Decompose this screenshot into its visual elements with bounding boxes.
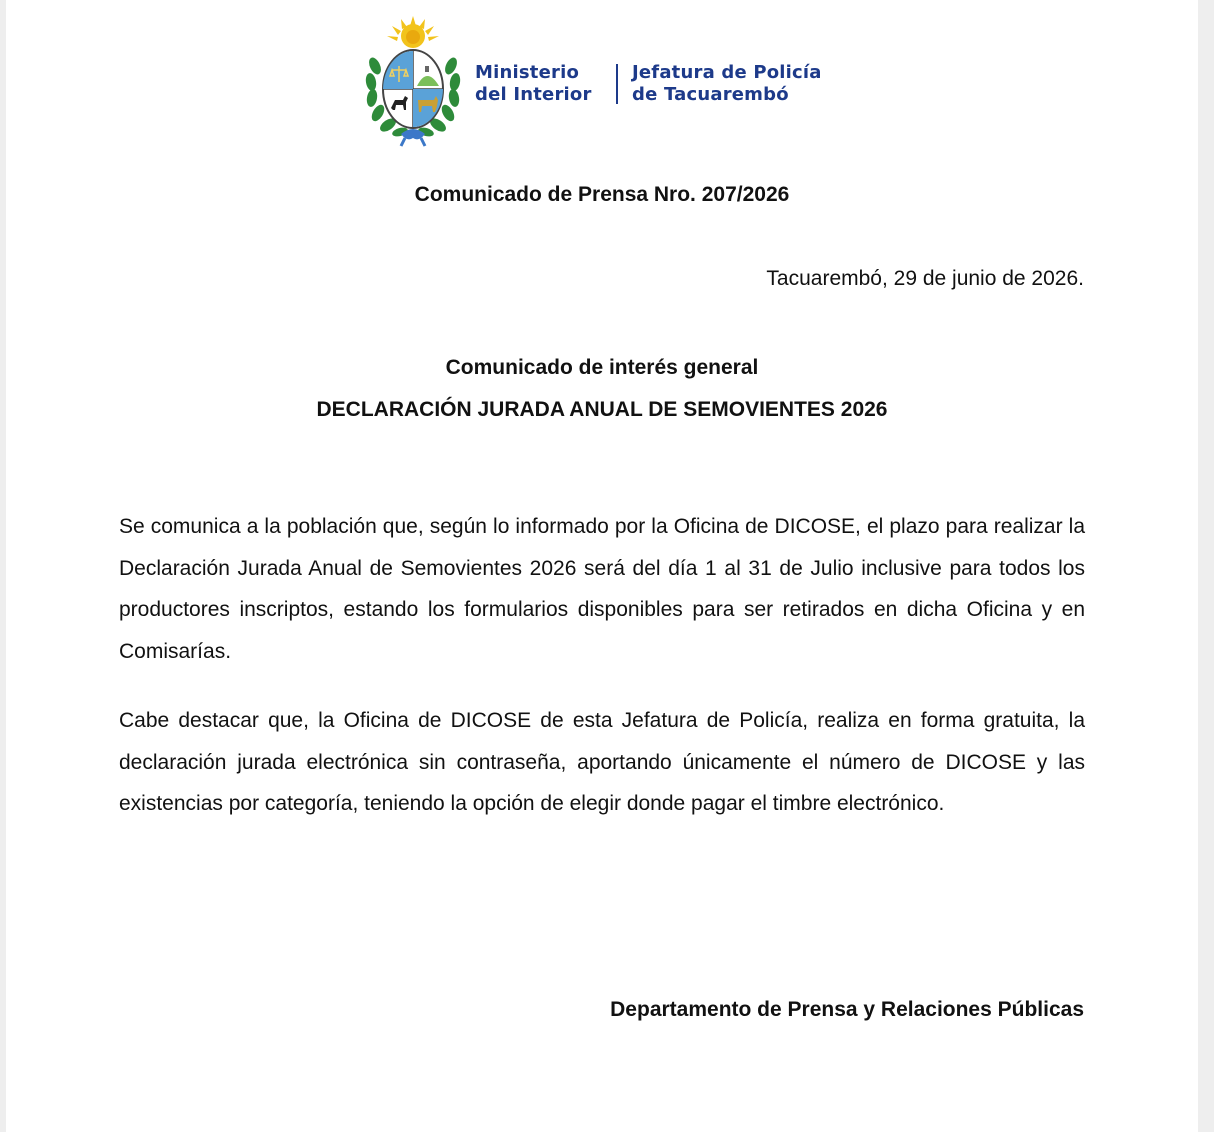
press-release-number: Comunicado de Prensa Nro. 207/2026 — [414, 183, 790, 206]
jefatura-line-1: Jefatura de Policía — [632, 62, 822, 83]
brand-divider — [616, 64, 618, 104]
heading-line-1: Comunicado de interés general — [445, 356, 759, 379]
heading-line-2: DECLARACIÓN JURADA ANUAL DE SEMOVIENTES 2026 — [316, 398, 888, 421]
signature: Departamento de Prensa y Relaciones Públicas — [610, 998, 1084, 1021]
letterhead — [361, 16, 861, 150]
jefatura-line-2: de Tacuarembó — [632, 84, 789, 105]
uruguay-coat-of-arms-icon — [361, 16, 465, 148]
body-paragraph-1: Se comunica a la población que, según lo informado por la Oficina de DICOSE, el plazo para realizar la Declaración Jurada Anual de Semovientes 2026 será del día 1 al 31 de Julio inclusive para todos los productores inscriptos, estando los formularios disponibles para ser retirados en dicha Oficina y en Comisarías. — [119, 515, 1085, 663]
jefatura-name — [632, 62, 852, 106]
document-page — [6, 0, 1198, 1132]
ministry-line-1: Ministerio — [475, 62, 580, 83]
document-date: Tacuarembó, 29 de junio de 2026. — [766, 267, 1084, 290]
ministry-line-2: del Interior — [475, 84, 592, 105]
body-paragraph-2: Cabe destacar que, la Oficina de DICOSE de esta Jefatura de Policía, realiza en forma gratuita, la declaración jurada electrónica sin contraseña, aportando únicamente el número de DICOSE y las existencias por categoría, teniendo la opción de elegir donde pagar el timbre electrónico. — [119, 709, 1085, 815]
ministry-name — [475, 62, 605, 106]
document-heading — [6, 347, 1198, 431]
